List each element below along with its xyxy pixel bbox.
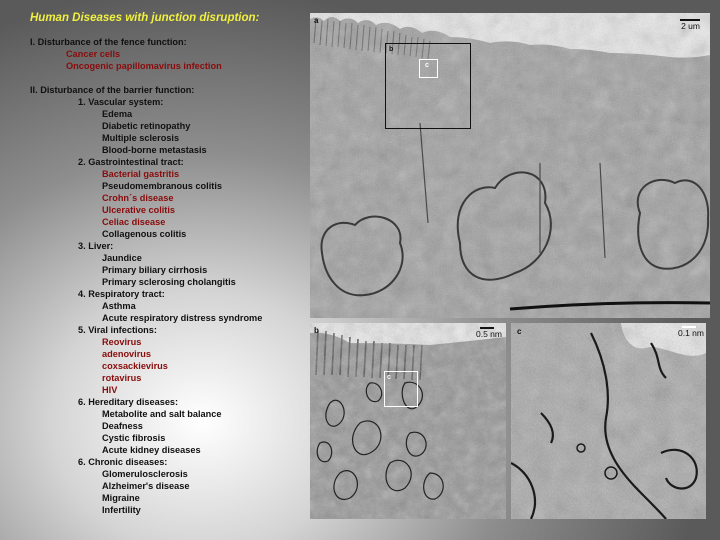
list-item: Oncogenic papillomavirus infection bbox=[66, 61, 222, 71]
list-item: Cystic fibrosis bbox=[102, 433, 166, 443]
list-item: Blood-borne metastasis bbox=[102, 145, 207, 155]
panel-a-label: a bbox=[314, 16, 319, 25]
list-item: Collagenous colitis bbox=[102, 229, 187, 239]
section-barrier-heading: II. Disturbance of the barrier function: bbox=[30, 85, 195, 95]
micrograph-c-image bbox=[511, 323, 706, 519]
scale-bar-b-text: 0.5 nm bbox=[476, 329, 502, 339]
list-item: Acute respiratory distress syndrome bbox=[102, 313, 263, 323]
group-heading: 1. Vascular system: bbox=[78, 97, 164, 107]
list-item: Crohn´s disease bbox=[102, 193, 174, 203]
list-item: Acute kidney diseases bbox=[102, 445, 201, 455]
list-item: Primary sclerosing cholangitis bbox=[102, 277, 236, 287]
micrograph-b-image bbox=[310, 323, 506, 519]
list-item: Jaundice bbox=[102, 253, 142, 263]
section-fence-heading: I. Disturbance of the fence function: bbox=[30, 37, 187, 47]
list-item: adenovirus bbox=[102, 349, 152, 359]
inset-box-c-label: c bbox=[425, 62, 429, 69]
micrograph-a-image bbox=[310, 13, 710, 318]
inset-box-b-label: b bbox=[389, 46, 394, 53]
list-item: Cancer cells bbox=[66, 49, 121, 59]
scale-bar-a-text: 2 um bbox=[681, 21, 700, 31]
list-item: Glomerulosclerosis bbox=[102, 469, 188, 479]
list-item: Metabolite and salt balance bbox=[102, 409, 222, 419]
list-item: Deafness bbox=[102, 421, 143, 431]
inset-box-c-label: c bbox=[387, 374, 391, 381]
list-item: Celiac disease bbox=[102, 217, 166, 227]
panel-c-label: c bbox=[517, 327, 522, 336]
list-item: Edema bbox=[102, 109, 133, 119]
group-heading: 6. Chronic diseases: bbox=[78, 457, 168, 467]
list-item: Infertility bbox=[102, 505, 141, 515]
inset-box-b bbox=[385, 43, 471, 129]
list-item: coxsackievirus bbox=[102, 361, 168, 371]
panel-b-label: b bbox=[314, 326, 319, 335]
group-heading: 5. Viral infections: bbox=[78, 325, 157, 335]
list-item: Bacterial gastritis bbox=[102, 169, 180, 179]
slide-title: Human Diseases with junction disruption: bbox=[30, 12, 260, 24]
micrograph-panel-b bbox=[310, 323, 506, 519]
scale-bar-c bbox=[664, 326, 704, 338]
list-item: Reovirus bbox=[102, 337, 142, 347]
disease-outline bbox=[30, 12, 310, 516]
group-heading: 6. Hereditary diseases: bbox=[78, 397, 179, 407]
group-heading: 4. Respiratory tract: bbox=[78, 289, 165, 299]
list-item: HIV bbox=[102, 385, 118, 395]
list-item: Alzheimer's disease bbox=[102, 481, 190, 491]
list-item: Multiple sclerosis bbox=[102, 133, 180, 143]
list-item: Pseudomembranous colitis bbox=[102, 181, 222, 191]
list-item: Primary biliary cirrhosis bbox=[102, 265, 208, 275]
group-heading: 2. Gastrointestinal tract: bbox=[78, 157, 184, 167]
list-item: Asthma bbox=[102, 301, 136, 311]
group-heading: 3. Liver: bbox=[78, 241, 114, 251]
scale-bar-b bbox=[462, 327, 502, 339]
micrograph-panel-a bbox=[310, 13, 710, 318]
scale-bar-a bbox=[660, 19, 700, 31]
scale-bar-c-text: 0.1 nm bbox=[678, 328, 704, 338]
micrograph-panel-c bbox=[511, 323, 706, 519]
list-item: rotavirus bbox=[102, 373, 142, 383]
list-item: Diabetic retinopathy bbox=[102, 121, 191, 131]
list-item: Migraine bbox=[102, 493, 140, 503]
list-item: Ulcerative colitis bbox=[102, 205, 176, 215]
